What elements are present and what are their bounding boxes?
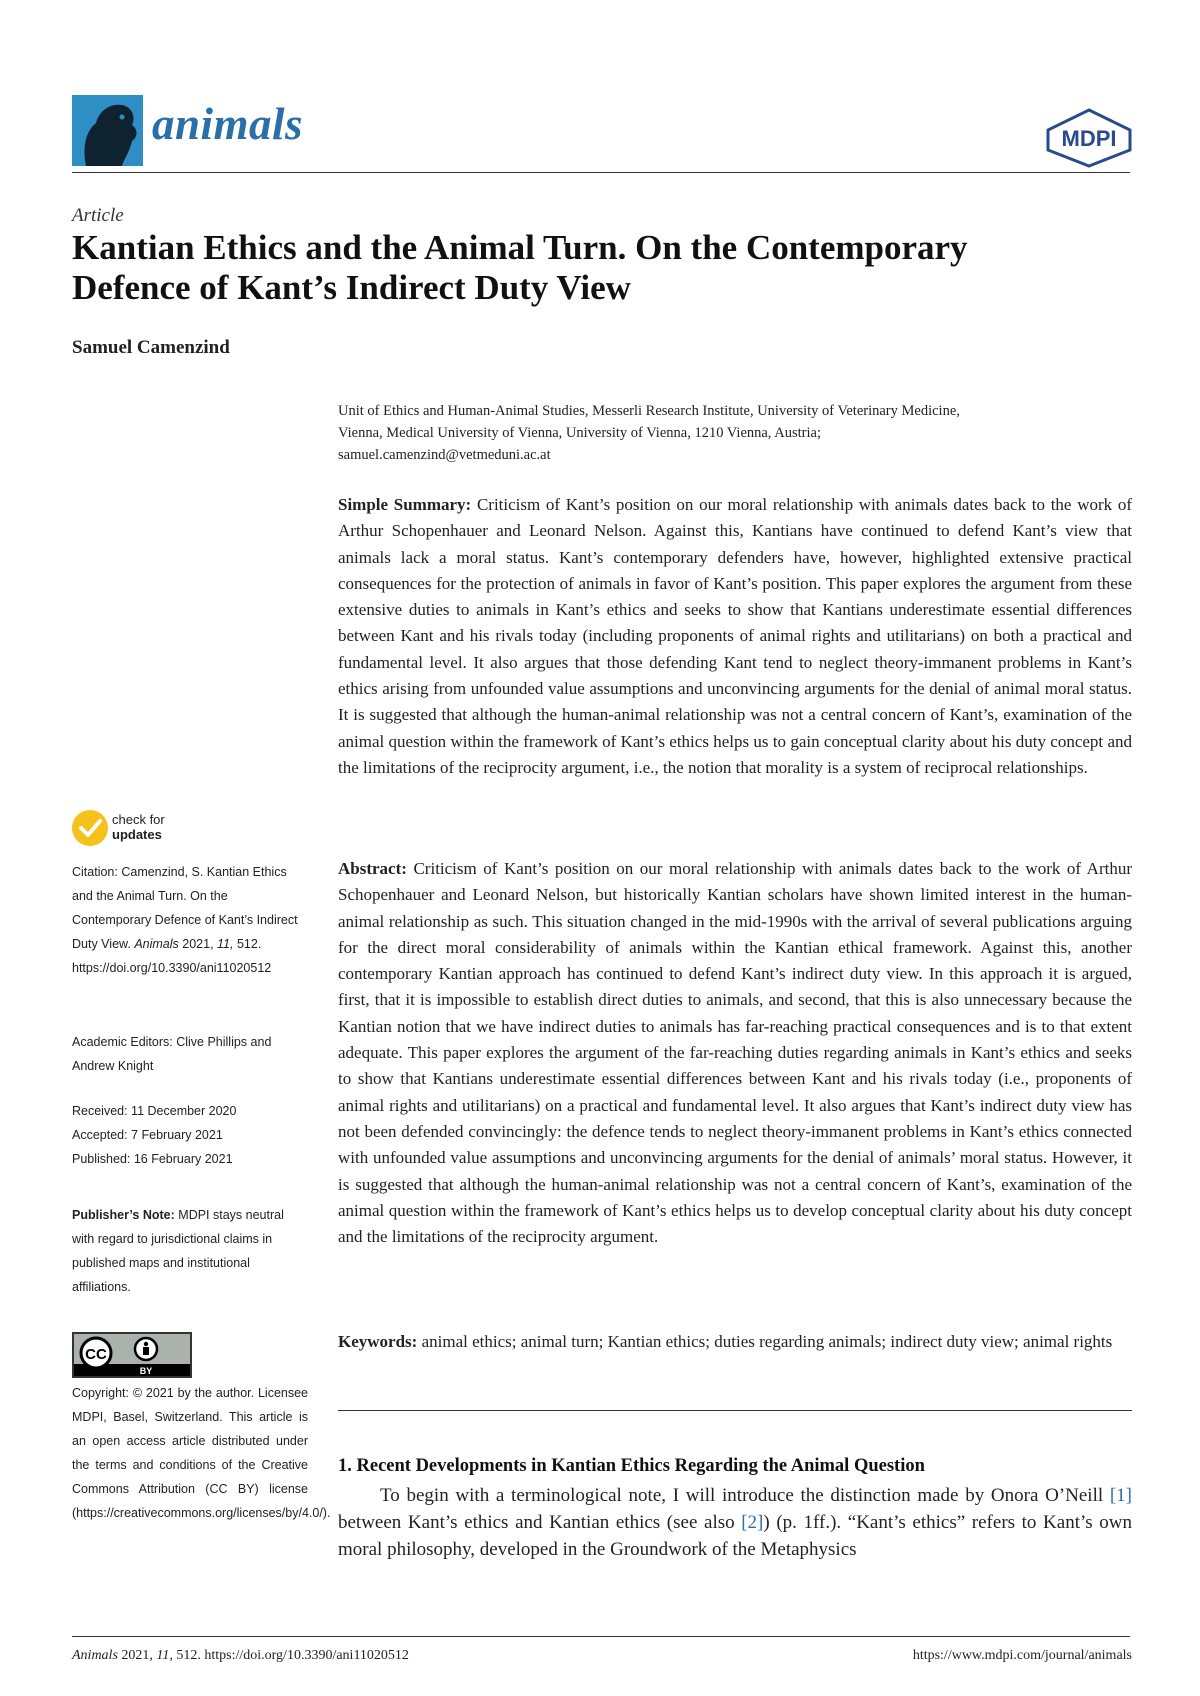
publication-dates <box>72 1099 308 1171</box>
citation-journal: Animals <box>134 937 179 951</box>
section-heading: 1. Recent Developments in Kantian Ethics Regarding the Animal Question <box>338 1456 925 1476</box>
citation-doi[interactable]: 512. https://doi.org/10.3390/ani11020512 <box>72 937 272 975</box>
keywords-label: Keywords: <box>338 1332 418 1351</box>
abstract <box>338 856 1132 1250</box>
gorilla-icon <box>72 95 143 166</box>
check-updates-line-1: check for <box>112 812 165 827</box>
accepted-date: Accepted: 7 February 2021 <box>72 1128 223 1142</box>
header-divider <box>72 172 1130 173</box>
journal-name: animals <box>152 99 304 149</box>
article-title <box>72 228 1132 308</box>
citation-volume: 11, <box>217 937 234 951</box>
reference-link-2[interactable]: [2] <box>741 1512 764 1533</box>
cc-label: CC <box>85 1346 107 1363</box>
reference-link-1[interactable]: [1] <box>1109 1485 1132 1506</box>
published-date: Published: 16 February 2021 <box>72 1152 233 1166</box>
simple-summary-text: Criticism of Kant’s position on our moral relationship with animals dates back to the work of Arthur Schopenhauer and Leonard Nelson. Against this, Kantians have continued to defend Kant’s view that animals lack a moral status. Kant’s contemporary defenders have, however, highlighted extensive practical consequences for the protection of animals in favor of Kant’s position. This paper explores the argument from these extensive duties to animals in Kant’s ethics and seeks to show that Kantians underestimate essential differences between Kant and his rivals today (including proponents of animal rights and utilitarians) on both a practical and fundamental level. It also argues that those defending Kant tend to neglect theory-immanent problems in Kant’s ethics arising from unfounded value assumptions and unconvincing arguments for the denial of animal moral status. It is suggested that although the human-animal relationship was not a central concern of Kant’s, examination of the animal question within the framework of Kant’s ethics helps us to gain conceptual clarity about his duty concept and the limitations of the reciprocity argument, i.e., the notion that morality is a system of reciprocal relationships. <box>338 495 1133 777</box>
section-text-3: ) (p. 1ff.). “Kant’s ethics” refers to Kant’s own moral philosophy, developed in the Groundwork of the Metaphysics <box>338 1512 1132 1560</box>
affiliation-line-2: Vienna, Medical University of Vienna, University of Vienna, 1210 Vienna, Austria; <box>338 425 821 441</box>
citation-label: Citation: <box>72 865 118 879</box>
cc-by-license-badge[interactable] <box>72 1332 192 1378</box>
journal-logo <box>72 95 143 166</box>
footer-volume: 11, <box>156 1648 173 1663</box>
check-updates-line-2: updates <box>112 827 162 842</box>
footer-journal-url[interactable]: https://www.mdpi.com/journal/animals <box>912 1648 1132 1663</box>
footer-citation <box>72 1648 409 1664</box>
section-text-1: To begin with a terminological note, I will introduce the distinction made by Onora O’Neill <box>380 1485 1110 1506</box>
section-paragraph <box>338 1482 1132 1563</box>
abstract-text: Criticism of Kant’s position on our moral relationship with animals dates back to the work of Arthur Schopenhauer and Leonard Nelson, but historically Kantian scholars have shown limited interest in the human-animal relationship as such. This situation changed in the mid-1990s with the arrival of several publications arguing for the direct moral considerability of animals within the Kantian ethical framework. Against this, another contemporary Kantian approach has continued to defend Kant’s indirect duty view. In this approach it is argued, first, that it is impossible to establish direct duties to animals, and second, that this is also unnecessary because the Kantian notion that we have indirect duties to animals has far-reaching practical consequences and is to that extent adequate. This paper explores the argument of the far-reaching duties regarding animals in Kant’s ethics and seeks to show that Kantians underestimate essential differences between Kant and his rivals today (i.e., proponents of animal rights and utilitarians) on a practical and fundamental level. It also argues that Kant’s indirect duty view has not been defended convincingly: the defence tends to neglect theory-immanent problems in Kant’s ethics connected with unfounded value assumptions and unconvincing arguments for the denial of animals’ moral status. However, it is suggested that although the human-animal relationship was not a central concern of Kant’s, examination of the animal question within the framework of Kant’s ethics helps us to develop conceptual clarity about his duty concept and the limitations of the reciprocity argument. <box>338 859 1132 1247</box>
title-line-1: Kantian Ethics and the Animal Turn. On the Contemporary <box>72 228 968 267</box>
citation-year: 2021, <box>182 937 214 951</box>
mdpi-logo-text: MDPI <box>1061 126 1117 151</box>
footer-doi[interactable]: 512. https://doi.org/10.3390/ani11020512 <box>176 1648 409 1663</box>
simple-summary-label: Simple Summary: <box>338 495 472 514</box>
footer-divider <box>72 1636 1130 1637</box>
author-email[interactable]: samuel.camenzind@vetmeduni.ac.at <box>338 447 551 463</box>
article-type: Article <box>72 205 124 226</box>
keywords-divider <box>338 1410 1132 1411</box>
abstract-label: Abstract: <box>338 859 407 878</box>
mdpi-logo <box>1046 108 1132 172</box>
affiliation-line-1: Unit of Ethics and Human-Animal Studies, Messerli Research Institute, University of Veterinary Medicine, <box>338 403 960 419</box>
publishers-note-text: MDPI stays neutral with regard to jurisdictional claims in published maps and institutional affiliations. <box>72 1208 284 1294</box>
copyright-notice: Copyright: © 2021 by the author. Licensee MDPI, Basel, Switzerland. This article is an open access article distributed under the terms and conditions of the Creative Commons Attribution (CC BY) license (https://creativecommons.org/licenses/by/4.0/). <box>72 1386 331 1520</box>
publishers-note <box>72 1203 308 1299</box>
title-line-2: Defence of Kant’s Indirect Duty View <box>72 268 631 307</box>
keywords <box>338 1329 1132 1355</box>
citation-block <box>72 860 308 980</box>
academic-editors: Academic Editors: Clive Phillips and Andrew Knight <box>72 1035 272 1073</box>
footer-journal: Animals <box>72 1648 118 1663</box>
section-text-2: between Kant’s ethics and Kantian ethics (see also <box>338 1512 742 1533</box>
publishers-note-label: Publisher’s Note: <box>72 1208 175 1222</box>
affiliation <box>338 400 1138 466</box>
check-updates-label <box>112 812 165 842</box>
check-for-updates-button[interactable] <box>72 810 212 850</box>
author-name: Samuel Camenzind <box>72 337 230 358</box>
checkmark-icon <box>72 810 108 846</box>
received-date: Received: 11 December 2020 <box>72 1104 237 1118</box>
cc-by-label: BY <box>139 1366 153 1376</box>
footer-year: 2021, <box>121 1648 153 1663</box>
keywords-text: animal ethics; animal turn; Kantian ethics; duties regarding animals; indirect duty view; animal rights <box>421 1332 1113 1351</box>
simple-summary <box>338 492 1132 781</box>
citation-text: Camenzind, S. Kantian Ethics and the Animal Turn. On the Contemporary Defence of Kant’s Indirect Duty View. <box>72 865 298 951</box>
